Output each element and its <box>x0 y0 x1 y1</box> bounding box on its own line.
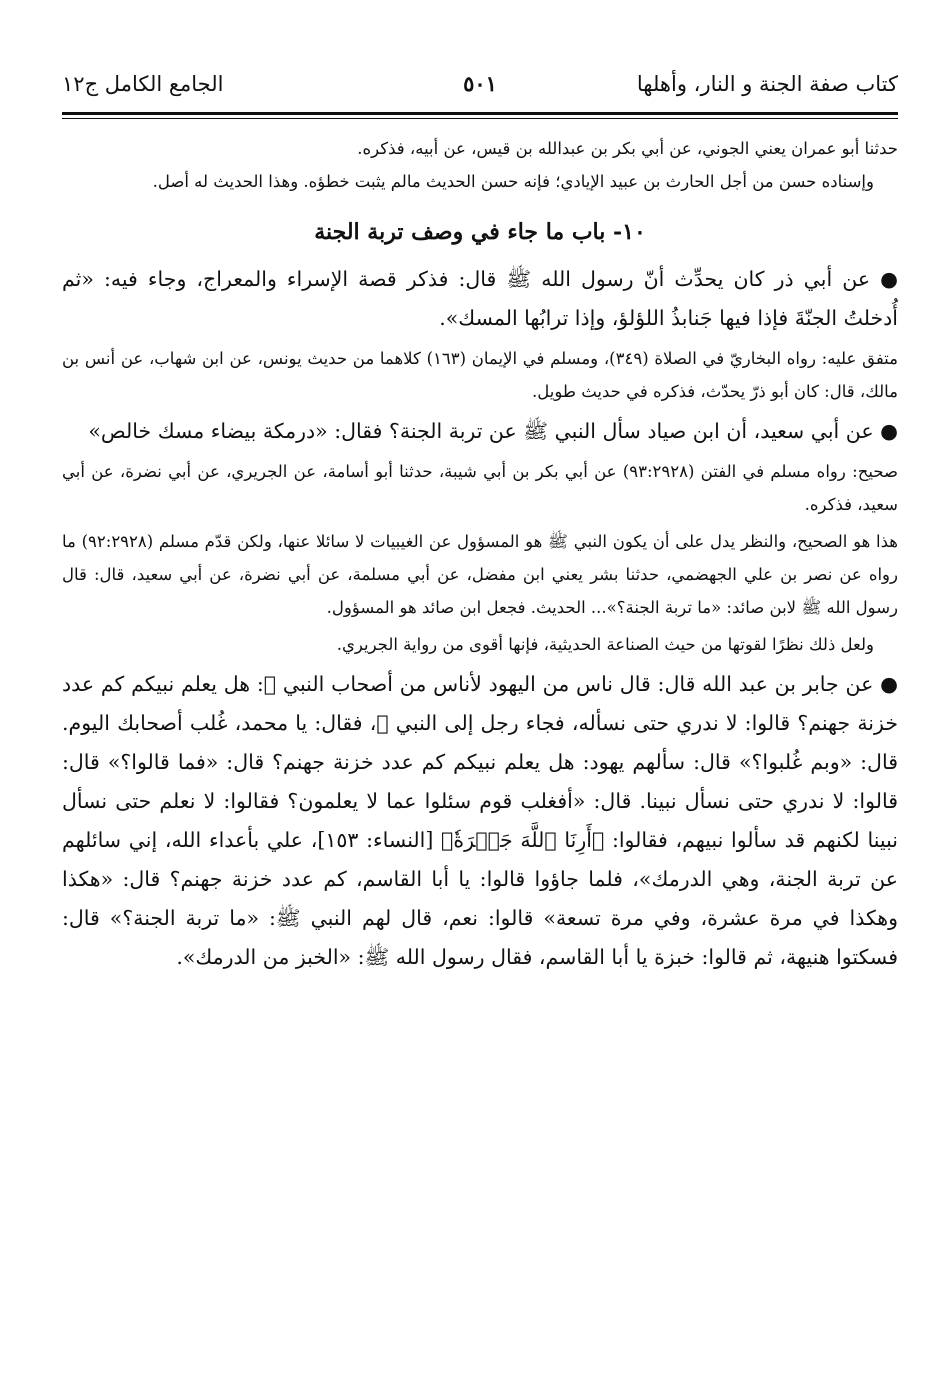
page-body <box>62 132 898 977</box>
book-page <box>62 62 898 1362</box>
header-rule-thin <box>62 118 898 119</box>
takhrij-abu-dhar: متفق عليه: رواه البخاريّ في الصلاة (٣٤٩)، ومسلم في الإيمان (١٦٣) كلاهما من حديث يونس، عن ابن شهاب، عن أنس بن مالك، قال: كان أبو ذرّ يحدّث، فذكره في حديث طويل. <box>62 349 899 401</box>
commentary-conclusion: ولعل ذلك نظرًا لقوتها من حيث الصناعة الحديثية، فإنها أقوى من رواية الجريري. <box>336 635 874 654</box>
section-title: ١٠- باب ما جاء في وصف تربة الجنة <box>314 219 646 245</box>
header-book-title: الجامع الكامل ج١٢ <box>62 72 224 96</box>
hadith-abu-said: ● عن أبي سعيد، أن ابن صياد سأل النبي ﷺ عن تربة الجنة؟ فقال: «درمكة بيضاء مسك خالص» <box>88 419 898 443</box>
paragraph-chain-end: حدثنا أبو عمران يعني الجوني، عن أبي بكر بن عبدالله بن قيس، عن أبيه، فذكره. <box>357 139 898 158</box>
takhrij-abu-said: صحيح: رواه مسلم في الفتن (٩٣:٢٩٢٨) عن أبي بكر بن أبي شيبة، حدثنا أبو أسامة، عن الجريري، عن أبي نضرة، عن أبي سعيد، فذكره. <box>62 462 898 514</box>
header-page-number: ٥٠١ <box>463 71 497 96</box>
header-rule-thick <box>62 112 898 115</box>
paragraph-isnad-grading: وإسناده حسن من أجل الحارث بن عبيد الإيادي؛ فإنه حسن الحديث مالم يثبت خطؤه. وهذا الحديث له أصل. <box>152 172 874 191</box>
running-header <box>62 62 898 106</box>
hadith-jabir: ● عن جابر بن عبد الله قال: قال ناس من اليهود لأناس من أصحاب النبي ﷺ: هل يعلم نبيكم كم عدد خزنة جهنم؟ قالوا: لا ندري حتى نسأله، فجاء رجل إلى النبي ﷺ، فقال: يا محمد، غُلب أصحابك اليوم. قال: «وبم غُلبوا؟» قال: سألهم يهود: هل يعلم نبيكم كم عدد خزنة جهنم؟ قال: «فما قالوا؟» قال: قالوا: لا ندري حتى نسأل نبينا. قال: «أفغلب قوم سئلوا عما لا يعلمون؟ فقالوا: لا نعلم حتى نسأل نبينا لكنهم قد سألوا نبيهم، فقالوا: ﴿أَرِنَا ٱللَّهَ جَهۡرَةٗ﴾ [النساء: ١٥٣]، علي بأعداء الله، إني سائلهم عن تربة الجنة، وهي الدرمك»، فلما جاؤوا قالوا: يا أبا القاسم، كم عدد خزنة جهنم؟ قال: «هكذا وهكذا في مرة عشرة، وفي مرة تسعة» قالوا: نعم، قال لهم النبي ﷺ: «ما تربة الجنة؟» قال: فسكتوا هنيهة، ثم قالوا: خبزة يا أبا القاسم، فقال رسول الله ﷺ: «الخبز من الدرمك». <box>62 672 898 969</box>
commentary-paragraph: هذا هو الصحيح، والنظر يدل على أن يكون النبي ﷺ هو المسؤول عن الغيبيات لا سائلا عنها، ولكن قدّم مسلم (٩٢:٢٩٢٨) ما رواه عن نصر بن علي الجهضمي، حدثنا بشر يعني ابن مفضل، عن أبي مسلمة، عن أبي نضرة، عن أبي سعيد، قال: قال رسول الله ﷺ لابن صائد: «ما تربة الجنة؟»... الحديث. فجعل ابن صائد هو المسؤول. <box>62 532 898 617</box>
header-book-section: كتاب صفة الجنة و النار، وأهلها <box>636 72 898 96</box>
hadith-abu-dhar: ● عن أبي ذر كان يحدِّث أنّ رسول الله ﷺ قال: فذكر قصة الإسراء والمعراج، وجاء فيه: «ثم أُدخلتُ الجنّةَ فإذا فيها جَنابذُ اللؤلؤ، وإذا ترابُها المسك». <box>62 267 899 330</box>
